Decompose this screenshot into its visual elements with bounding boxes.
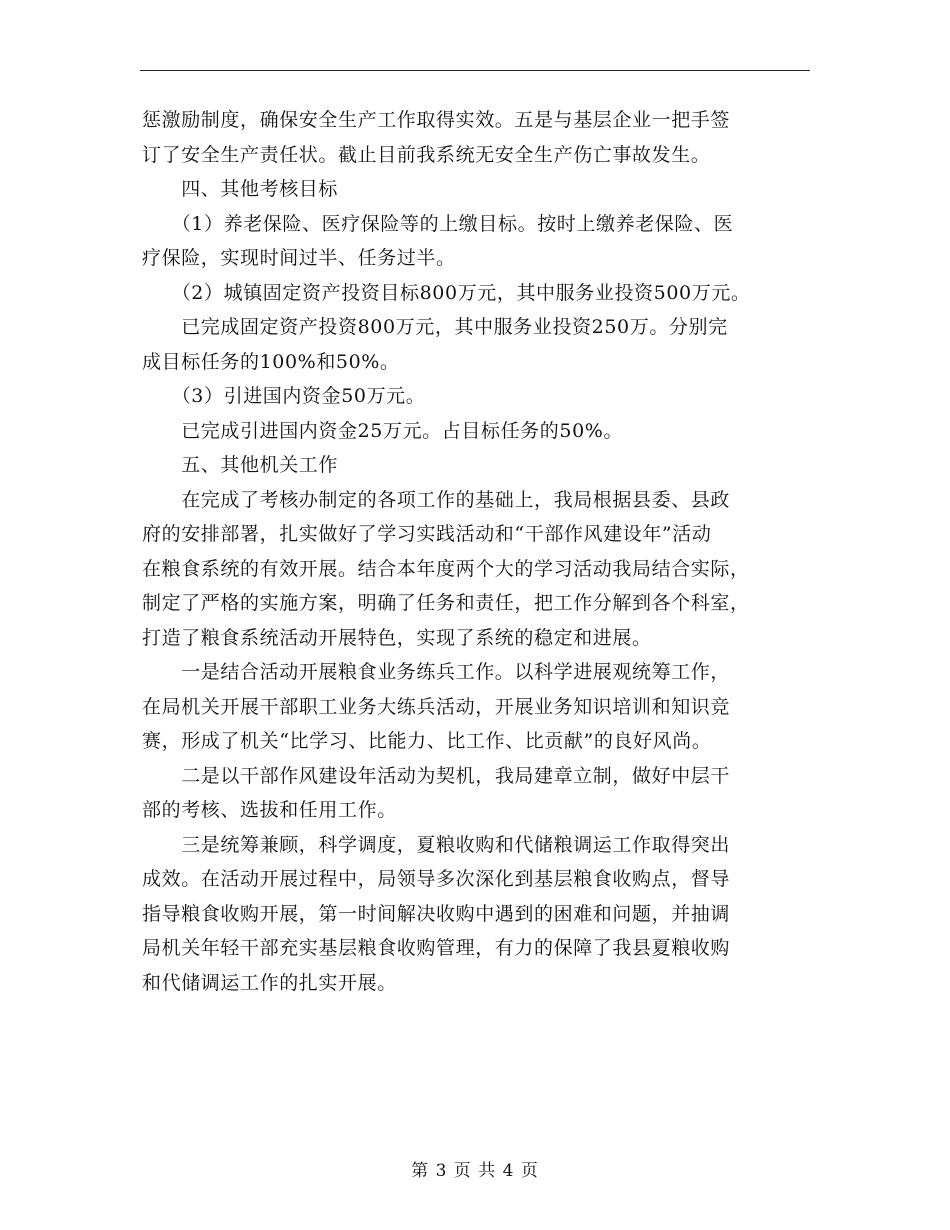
text-line: 已完成引进国内资金25万元。占目标任务的50%。: [142, 419, 624, 442]
text-line: 制定了严格的实施方案，明确了任务和责任，把工作分解到各个科室，: [142, 592, 750, 614]
text-line: 三是统筹兼顾，科学调度，夏粮收购和代储粮调运工作取得突出: [142, 833, 731, 856]
text-line: 成效。在活动开展过程中，局领导多次深化到基层粮食收购点，督导: [142, 868, 731, 890]
text-line: 疗保险，实现时间过半、任务过半。: [142, 247, 456, 269]
text-line: 局机关年轻干部充实基层粮食收购管理，有力的保障了我县夏粮收购: [142, 937, 731, 959]
text-line: 赛，形成了机关“比学习、比能力、比工作、比贡献”的良好风尚。: [142, 730, 712, 752]
text-line: 府的安排部署，扎实做好了学习实践活动和“干部作风建设年”活动: [142, 523, 712, 545]
section-heading: 四、其他考核目标: [142, 178, 339, 200]
text-line: 惩激励制度，确保安全生产工作取得实效。五是与基层企业一把手签: [142, 109, 731, 131]
text-line: 打造了粮食系统活动开展特色，实现了系统的稳定和进展。: [142, 626, 652, 649]
text-line: 在完成了考核办制定的各项工作的基础上，我局根据县委、县政: [142, 488, 731, 511]
text-line: （3）引进国内资金50万元。: [142, 385, 426, 407]
page-number-footer: 第 3 页 共 4 页: [411, 1161, 539, 1181]
text-line: 成目标任务的100%和50%。: [142, 350, 400, 373]
text-line: 和代储调运工作的扎实开展。: [142, 971, 397, 994]
text-line: 在粮食系统的有效开展。结合本年度两个大的学习活动我局结合实际，: [142, 557, 750, 580]
text-line: 订了安全生产责任状。截止目前我系统无安全生产伤亡事故发生。: [142, 143, 711, 166]
section-heading: 五、其他机关工作: [142, 454, 339, 476]
text-line: 部的考核、选拔和任用工作。: [142, 799, 397, 821]
text-line: （1）养老保险、医疗保险等的上缴目标。按时上缴养老保险、医: [142, 212, 734, 235]
body-text: [142, 103, 822, 1000]
text-line: 二是以干部作风建设年活动为契机，我局建章立制，做好中层干: [142, 764, 731, 787]
text-line: （2）城镇固定资产投资目标800万元，其中服务业投资500万元。: [142, 281, 751, 304]
text-line: 一是结合活动开展粮食业务练兵工作。以科学进展观统筹工作，: [142, 661, 731, 683]
text-line: 在局机关开展干部职工业务大练兵活动，开展业务知识培训和知识竞: [142, 695, 731, 718]
text-line: 指导粮食收购开展，第一时间解决收购中遇到的困难和问题，并抽调: [142, 902, 731, 925]
text-line: 已完成固定资产投资800万元，其中服务业投资250万。分别完: [142, 316, 728, 338]
header-rule: [140, 70, 810, 71]
